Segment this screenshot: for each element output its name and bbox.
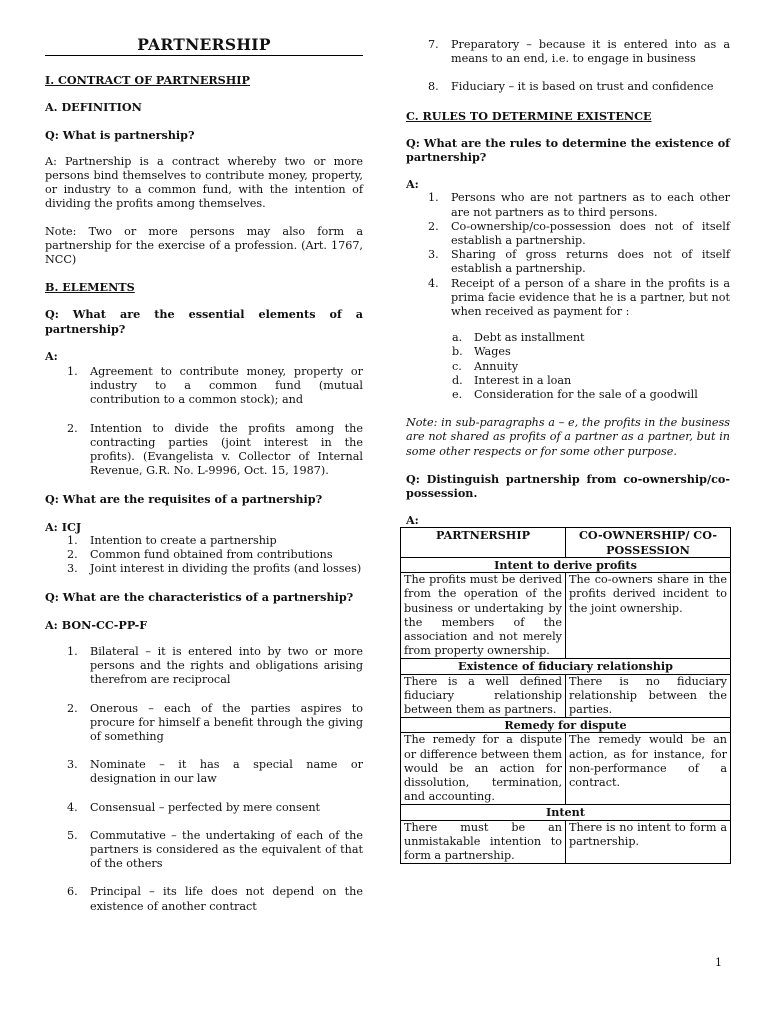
- table-section-row: [401, 805, 731, 820]
- table-header-row: [401, 528, 731, 557]
- table-row: [401, 733, 731, 805]
- elements-list: [45, 365, 363, 478]
- answer-label-icj: A: ICJ: [45, 519, 82, 534]
- section-fiduciary: Existence of fiduciary relationship: [401, 659, 731, 674]
- sub-items-list: [406, 331, 730, 402]
- table-cell: The remedy would be an action, as for instance, for non-performance of a contract.: [566, 733, 731, 805]
- table-row: [401, 573, 731, 659]
- list-item: 5. Commutative – the undertaking of each of the partners is considered as the equivalent of that of the others: [67, 828, 363, 871]
- table-section-row: [401, 557, 731, 572]
- answer-label: A:: [45, 348, 58, 363]
- section-intent-profits: Intent to derive profits: [401, 557, 731, 572]
- characteristics-list: [45, 645, 363, 914]
- section-intent: Intent: [401, 805, 731, 820]
- subheading-elements: B. ELEMENTS: [45, 280, 135, 295]
- note-sub-paragraphs: Note: in sub-paragraphs a – e, the profits in the business are not shared as profits of a partner as a partner, but in some other respects or for some other purpose.: [406, 416, 730, 458]
- question-distinguish: Q: Distinguish partnership from co-ownership/co-possession.: [406, 471, 730, 501]
- answer-label-bon: A: BON-CC-PP-F: [45, 617, 148, 632]
- list-item: 7. Preparatory – because it is entered into as a means to an end, i.e. to engage in business: [428, 38, 730, 66]
- answer-label: A:: [406, 177, 419, 192]
- answer-label: A:: [406, 513, 419, 528]
- list-item: 2. Onerous – each of the parties aspires to procure for himself a benefit through the giving of something: [67, 701, 363, 743]
- list-item: 1. Intention to create a partnership: [67, 533, 277, 547]
- section-remedy: Remedy for dispute: [401, 718, 731, 733]
- list-item: 1. Bilateral – it is entered into by two or more persons and the rights and obligations arising therefrom are reciprocal: [67, 644, 363, 687]
- list-item: a. Debt as installment: [452, 331, 585, 345]
- list-item: 3. Joint interest in dividing the profits (and losses): [67, 562, 362, 576]
- question-rules: Q: What are the rules to determine the existence of partnership?: [406, 135, 730, 165]
- subheading-rules: C. RULES TO DETERMINE EXISTENCE: [406, 108, 652, 123]
- table-cell: The remedy for a dispute or difference between them would be an action for dissolution, termination, and accounting.: [401, 733, 566, 805]
- requisites-list: [45, 534, 363, 577]
- document-title: PARTNERSHIP: [45, 38, 363, 56]
- list-item: e. Consideration for the sale of a goodwill: [452, 388, 698, 402]
- table-cell: There is a well defined fiduciary relationship between them as partners.: [401, 674, 566, 718]
- table-row: [401, 674, 731, 718]
- answer-definition: A: Partnership is a contract whereby two or more persons bind themselves to contribute money, property, or industry to a common fund, with the intention of dividing the profits among themselves.: [45, 154, 363, 211]
- list-item: 2. Common fund obtained from contributions: [67, 548, 333, 562]
- list-item: 2. Co-ownership/co-possession does not of itself establish a partnership.: [428, 219, 730, 248]
- list-item: 1. Agreement to contribute money, property or industry to a common fund (mutual contribution to a common stock); and: [67, 365, 363, 407]
- table-header-partnership: PARTNERSHIP: [401, 528, 566, 557]
- list-item: d. Interest in a loan: [452, 373, 572, 387]
- comparison-table: [400, 527, 731, 864]
- table-cell: The profits must be derived from the operation of the business or undertaking by the members of the association and not merely from property ownership.: [401, 573, 566, 659]
- question-characteristics: Q: What are the characteristics of a partnership?: [45, 590, 354, 605]
- table-cell: There is no intent to form a partnership.: [566, 820, 731, 864]
- left-column: [45, 35, 363, 928]
- question-essential-elements: Q: What are the essential elements of a partnership?: [45, 307, 363, 336]
- table-cell: There must be an unmistakable intention to form a partnership.: [401, 820, 566, 864]
- table-cell: The co-owners share in the profits derived incident to the joint ownership.: [566, 573, 731, 659]
- list-item: 2. Intention to divide the profits among the contracting parties (joint interest in the profits). (Evangelista v. Collector of Internal Revenue, G.R. No. L-9996, Oct. 15, 1987).: [67, 421, 363, 478]
- question-what-is-partnership: Q: What is partnership?: [45, 127, 195, 142]
- question-requisites: Q: What are the requisites of a partnership?: [45, 492, 323, 507]
- characteristics-list-continued: [406, 38, 730, 95]
- table-cell: There is no fiduciary relationship between the parties.: [566, 674, 731, 718]
- list-item: 4. Consensual – perfected by mere consent: [67, 800, 321, 814]
- note-profession: Note: Two or more persons may also form a partnership for the exercise of a profession. (Art. 1767, NCC): [45, 224, 363, 267]
- list-item: c. Annuity: [452, 359, 519, 373]
- table-header-co-ownership: CO-OWNERSHIP/ CO-POSSESSION: [566, 528, 731, 557]
- rules-list: [406, 191, 730, 319]
- subheading-definition: A. DEFINITION: [45, 100, 142, 115]
- list-item: 6. Principal – its life does not depend on the existence of another contract: [67, 885, 363, 913]
- list-item: b. Wages: [452, 345, 511, 359]
- page-number: 1: [715, 956, 722, 969]
- list-item: 4. Receipt of a person of a share in the profits is a prima facie evidence that he is a partner, but not when received as payment for :: [428, 276, 730, 319]
- table-section-row: [401, 659, 731, 674]
- list-item: 8. Fiduciary – it is based on trust and confidence: [428, 80, 714, 94]
- list-item: 3. Nominate – it has a special name or designation in our law: [67, 758, 363, 786]
- table-section-row: [401, 718, 731, 733]
- right-column: [406, 38, 730, 864]
- list-item: 1. Persons who are not partners as to each other are not partners as to third persons.: [428, 191, 730, 219]
- list-item: 3. Sharing of gross returns does not of itself establish a partnership.: [428, 248, 730, 276]
- table-row: [401, 820, 731, 864]
- section-heading-contract: I. CONTRACT OF PARTNERSHIP: [45, 73, 250, 88]
